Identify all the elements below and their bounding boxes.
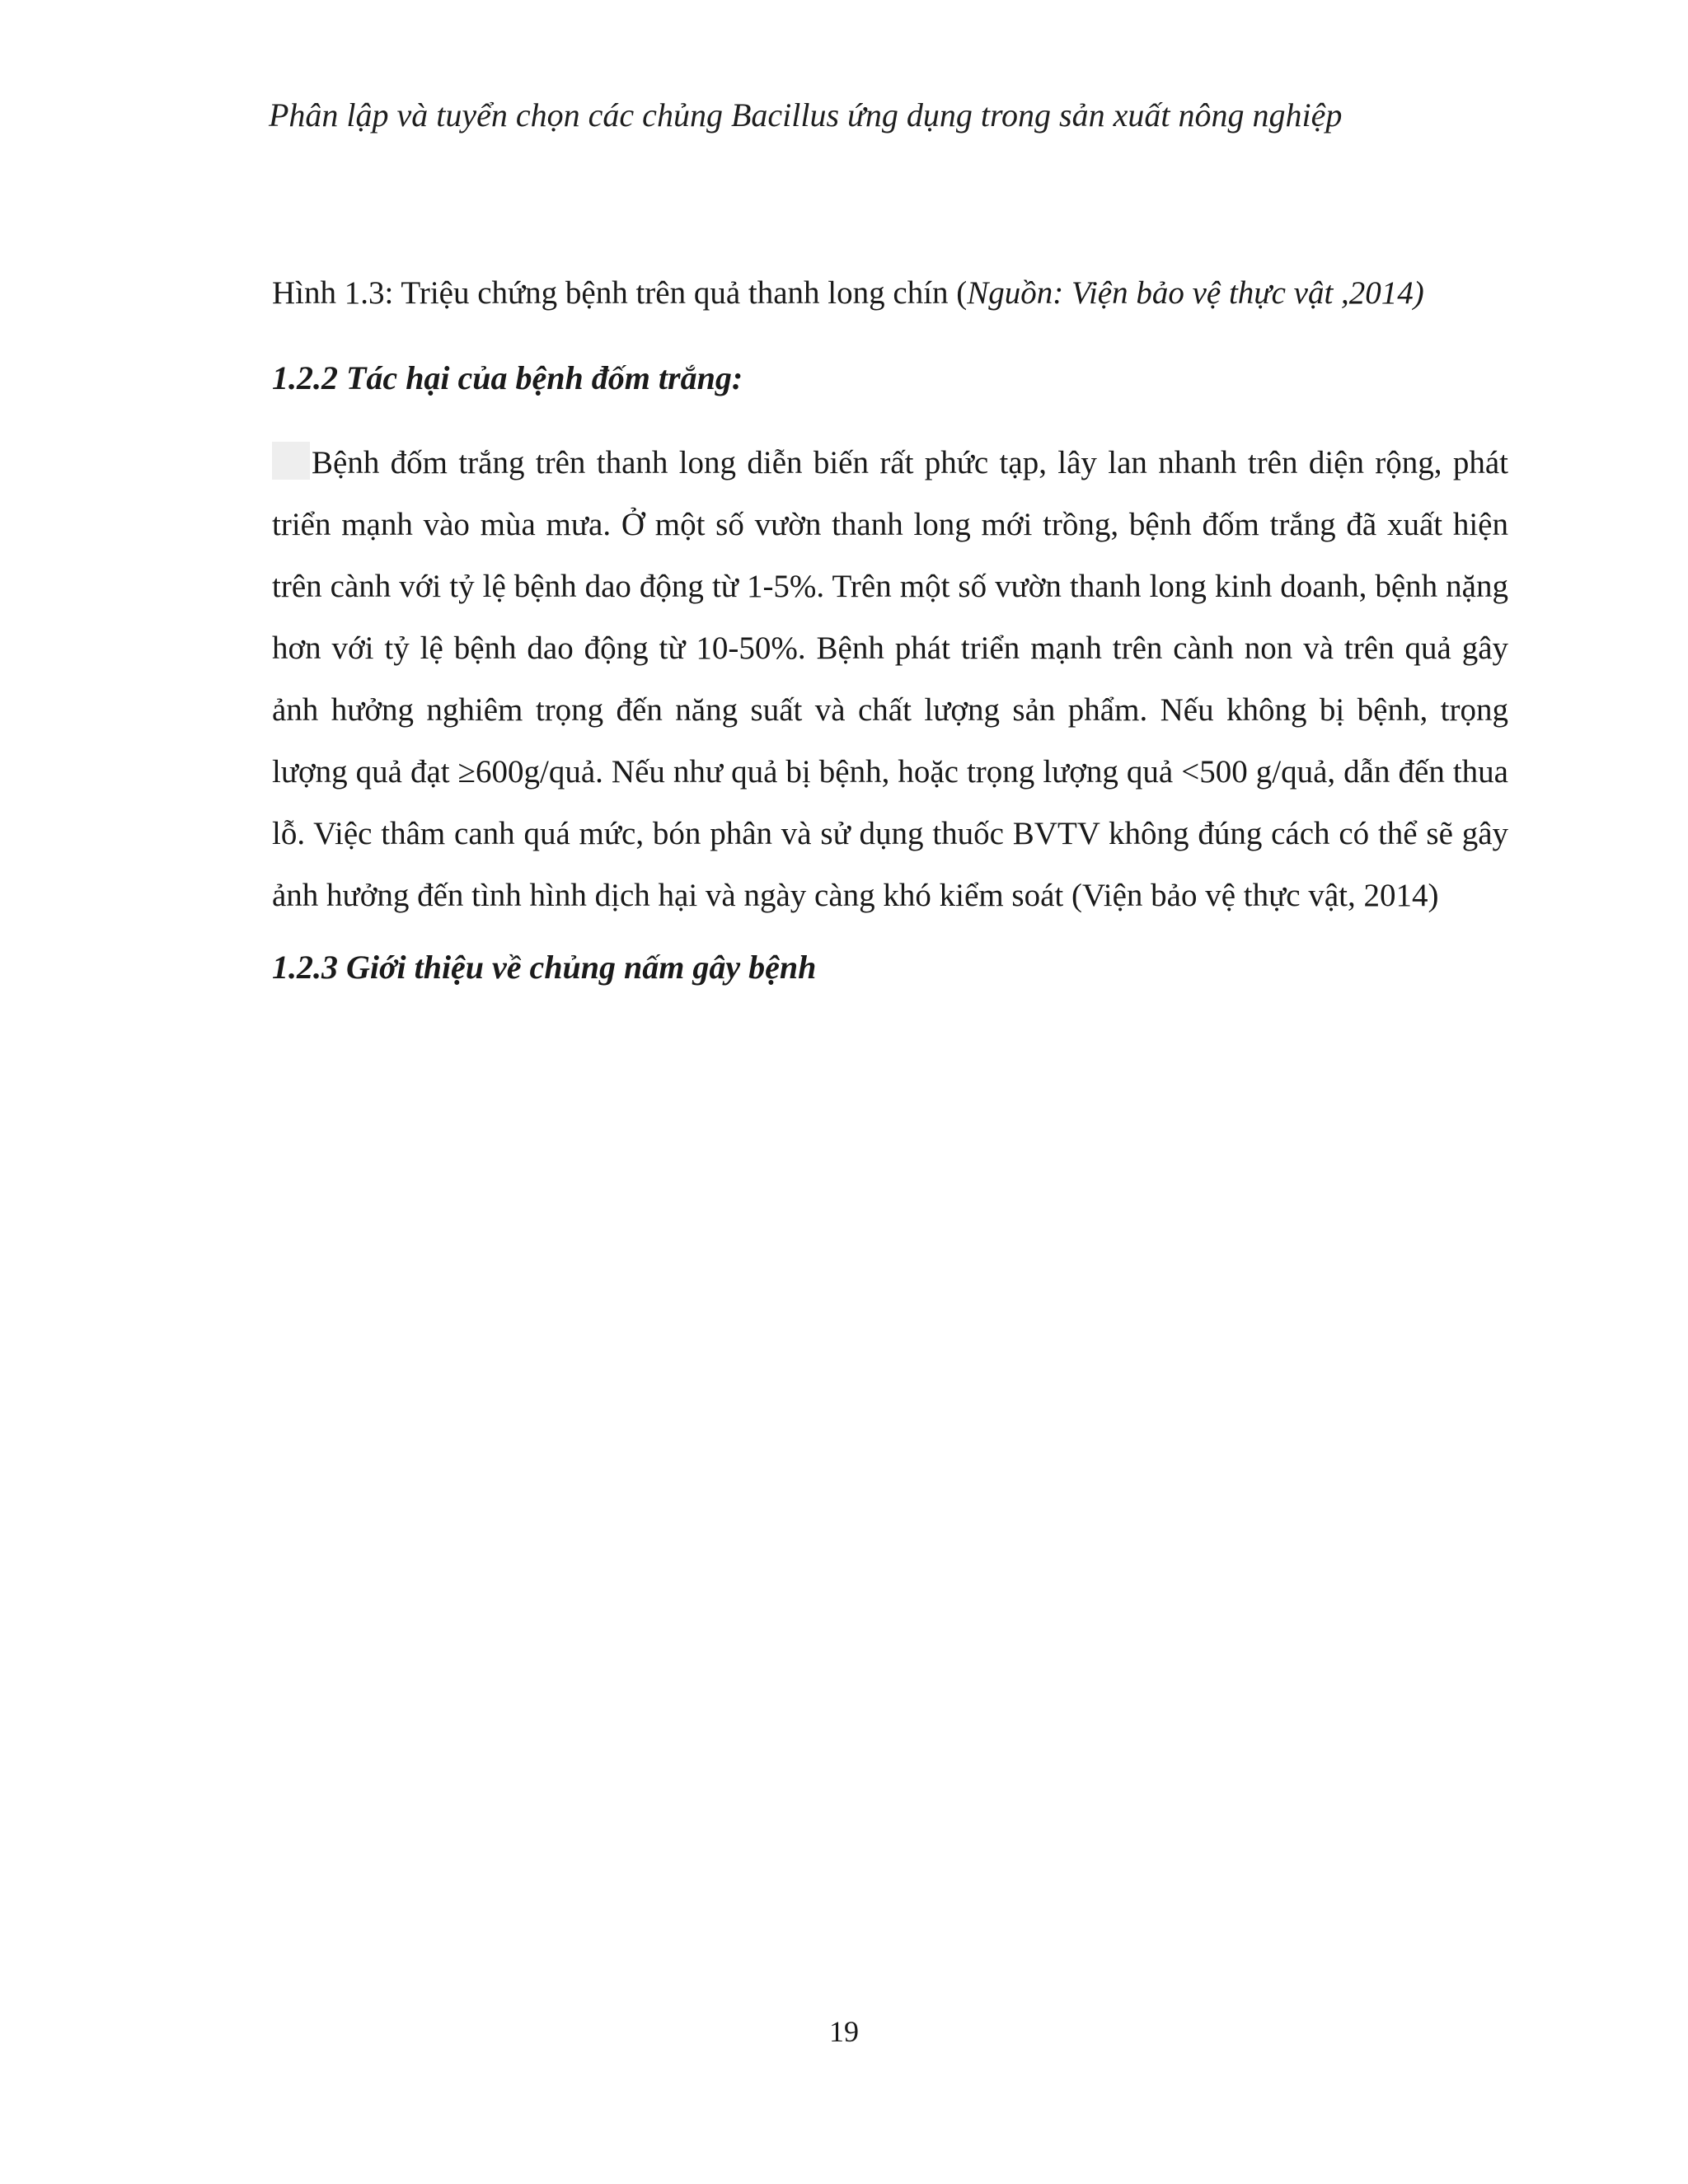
figure-caption-prefix: Hình 1.3: Triệu chứng bệnh trên quả thanh long chín ( bbox=[272, 275, 968, 311]
section-heading-1-2-2: 1.2.2 Tác hại của bệnh đốm trắng: bbox=[272, 359, 743, 396]
page-number: 19 bbox=[829, 2015, 859, 2048]
figure-caption bbox=[272, 262, 1508, 324]
body-paragraph-text: Bệnh đốm trắng trên thanh long diễn biến rất phức tạp, lây lan nhanh trên diện rộng, phát triển mạnh vào mùa mưa. Ở một số vườn thanh long mới trồng, bệnh đốm trắng đã xuất hiện trên cành với tỷ lệ bệnh dao động từ 1-5%. Trên một số vườn thanh long kinh doanh, bệnh nặng hơn với tỷ lệ bệnh dao động từ 10-50%. Bệnh phát triển mạnh trên cành non và trên quả gây ảnh hưởng nghiêm trọng đến năng suất và chất lượng sản phẩm. Nếu không bị bệnh, trọng lượng quả đạt ≥600g/quả. Nếu như quả bị bệnh, hoặc trọng lượng quả <500 g/quả, dẫn đến thua lỗ. Việc thâm canh quá mức, bón phân và sử dụng thuốc BVTV không đúng cách có thể sẽ gây ảnh hưởng đến tình hình dịch hại và ngày càng khó kiểm soát (Viện bảo vệ thực vật, 2014) bbox=[272, 445, 1508, 913]
figure-caption-source: Nguồn: Viện bảo vệ thực vật ,2014) bbox=[967, 275, 1424, 311]
running-header: Phân lập và tuyển chọn các chủng Bacillus ứng dụng trong sản xuất nông nghiệp bbox=[269, 96, 1343, 134]
body-paragraph bbox=[272, 432, 1508, 926]
paragraph-indent-marker bbox=[272, 442, 310, 480]
page-content bbox=[272, 262, 1508, 998]
section-heading-1-2-3: 1.2.3 Giới thiệu về chủng nấm gây bệnh bbox=[272, 949, 817, 986]
